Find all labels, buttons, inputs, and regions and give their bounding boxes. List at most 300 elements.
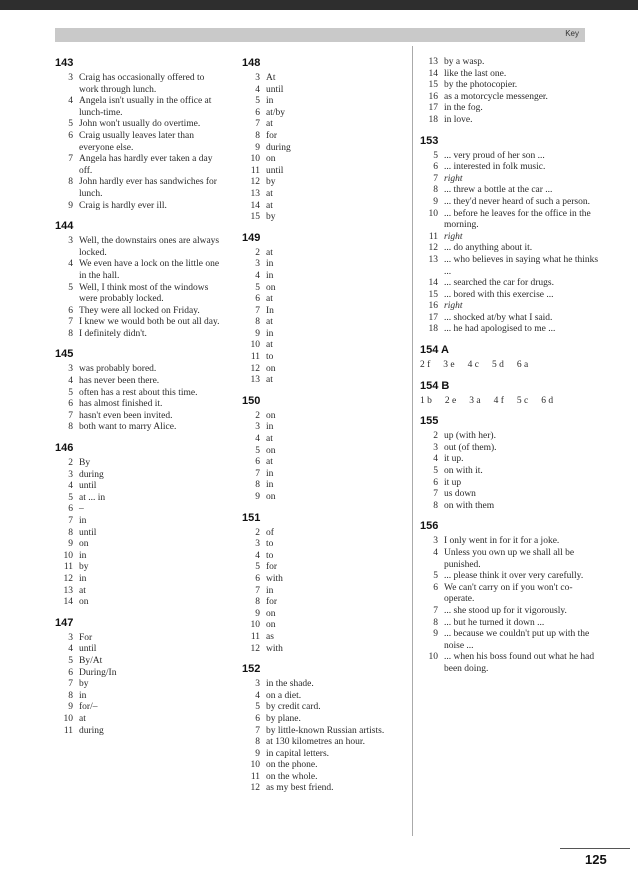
answer-number: 3 bbox=[255, 422, 260, 433]
answer-number: 17 bbox=[428, 312, 438, 323]
answer-text: at bbox=[266, 434, 273, 445]
answer-number: 8 bbox=[433, 617, 438, 628]
answer-number: 4 bbox=[68, 96, 73, 107]
answer-text: By/At bbox=[79, 655, 103, 666]
answer-item bbox=[242, 597, 392, 609]
answer-number: 2 bbox=[255, 247, 260, 258]
answer-text: During/In bbox=[79, 667, 117, 678]
answer-text: for/– bbox=[79, 702, 98, 713]
answer-text: by little-known Russian artists. bbox=[266, 725, 385, 736]
answer-item bbox=[55, 376, 225, 388]
answer-item bbox=[420, 313, 600, 325]
answer-item bbox=[420, 501, 600, 513]
answer-number: 10 bbox=[428, 208, 438, 219]
page-number-rule bbox=[560, 848, 630, 849]
answer-column-2 bbox=[242, 57, 392, 803]
answer-item bbox=[420, 618, 600, 630]
answer-item bbox=[55, 679, 225, 691]
answer-number: 10 bbox=[63, 713, 73, 724]
answer-item bbox=[55, 633, 225, 645]
exercise-section bbox=[420, 57, 600, 127]
answer-number: 12 bbox=[428, 243, 438, 254]
answer-text: ... bored with this exercise ... bbox=[444, 289, 554, 300]
answer-number: 3 bbox=[68, 364, 73, 375]
answer-number: 7 bbox=[255, 468, 260, 479]
exercise-section bbox=[420, 135, 600, 337]
answer-text: during bbox=[79, 725, 104, 736]
exercise-number-heading: 148 bbox=[242, 57, 261, 69]
answer-number: 15 bbox=[428, 80, 438, 91]
answer-text: in bbox=[79, 550, 87, 561]
answer-number: 4 bbox=[68, 644, 73, 655]
answer-item bbox=[420, 583, 600, 606]
answer-text: has never been there. bbox=[79, 376, 160, 387]
answer-item bbox=[420, 324, 600, 336]
answer-text: right bbox=[444, 173, 463, 184]
answer-item bbox=[242, 457, 392, 469]
answer-number: 6 bbox=[433, 582, 438, 593]
answer-text: We can't carry on if you won't co-operate. bbox=[444, 582, 573, 605]
answer-number: 13 bbox=[250, 375, 260, 386]
answer-item bbox=[242, 434, 392, 446]
answer-item bbox=[420, 115, 600, 127]
exercise-number-heading: 150 bbox=[242, 394, 261, 407]
answer-number: 7 bbox=[433, 173, 438, 184]
answer-text: John won't usually do overtime. bbox=[79, 119, 201, 130]
answer-text: ... they'd never heard of such a person. bbox=[444, 196, 591, 207]
answer-number: 13 bbox=[428, 57, 438, 67]
answer-text: at bbox=[266, 340, 273, 351]
answer-number: 3 bbox=[255, 539, 260, 550]
answer-text: hasn't even been invited. bbox=[79, 410, 173, 421]
answer-number: 14 bbox=[250, 200, 260, 211]
answer-item bbox=[55, 504, 225, 516]
answer-item bbox=[242, 189, 392, 201]
answer-number: 14 bbox=[428, 68, 438, 79]
answer-text: at bbox=[266, 317, 273, 328]
answer-text: Angela has hardly ever taken a day off. bbox=[79, 154, 213, 176]
answer-text: ... but he turned it down ... bbox=[444, 617, 545, 628]
answer-item bbox=[55, 177, 225, 200]
answer-text: it up bbox=[444, 477, 462, 488]
answer-text: in bbox=[266, 480, 274, 491]
answer-text: on bbox=[266, 445, 276, 456]
answer-text: in capital letters. bbox=[266, 748, 330, 759]
answer-item bbox=[55, 364, 225, 376]
answer-text: at bbox=[79, 585, 86, 596]
answer-item bbox=[55, 493, 225, 505]
answer-number: 6 bbox=[255, 107, 260, 118]
answer-number: 10 bbox=[428, 652, 438, 663]
answer-item bbox=[420, 92, 600, 104]
answer-text: in bbox=[79, 573, 87, 584]
answer-text: at bbox=[266, 457, 273, 468]
answer-text: ... threw a bottle at the car ... bbox=[444, 185, 553, 196]
column-divider bbox=[412, 46, 413, 836]
answer-number: 7 bbox=[68, 317, 73, 328]
answer-number: 13 bbox=[250, 188, 260, 199]
answer-number: 4 bbox=[255, 434, 260, 445]
exercise-number-heading: 146 bbox=[55, 442, 74, 455]
answer-number: 11 bbox=[428, 231, 438, 242]
answer-text: of bbox=[266, 527, 274, 538]
answer-number: 10 bbox=[250, 154, 260, 165]
answer-text: They were all locked on Friday. bbox=[79, 305, 200, 316]
answer-number: 5 bbox=[68, 492, 73, 503]
answer-text: by a wasp. bbox=[444, 57, 485, 67]
answer-item bbox=[55, 668, 225, 680]
exercise-section bbox=[55, 220, 225, 340]
answer-number: 5 bbox=[255, 702, 260, 713]
exercise-number-heading: 154 A bbox=[420, 344, 449, 357]
answer-item bbox=[420, 431, 600, 443]
answer-item bbox=[420, 197, 600, 209]
answer-item bbox=[55, 586, 225, 598]
answer-item bbox=[55, 283, 225, 306]
answer-text: For bbox=[79, 632, 93, 643]
answer-number: 4 bbox=[433, 454, 438, 465]
answer-item bbox=[55, 317, 225, 329]
matching-answer: 2 f bbox=[420, 360, 431, 371]
answer-number: 12 bbox=[250, 177, 260, 188]
answer-item bbox=[242, 492, 392, 504]
exercise-number-heading: 145 bbox=[55, 348, 74, 361]
answer-text: out (of them). bbox=[444, 442, 497, 453]
answer-item bbox=[55, 644, 225, 656]
answer-number: 9 bbox=[255, 328, 260, 339]
answer-number: 5 bbox=[68, 282, 73, 293]
answer-number: 6 bbox=[255, 573, 260, 584]
answer-number: 11 bbox=[250, 165, 260, 176]
answer-text: like the last one. bbox=[444, 68, 507, 79]
answer-item bbox=[242, 143, 392, 155]
answer-text: in bbox=[266, 96, 274, 107]
answer-text: on bbox=[266, 154, 276, 165]
answer-item bbox=[55, 656, 225, 668]
answer-item bbox=[55, 329, 225, 341]
answer-number: 3 bbox=[68, 632, 73, 643]
answer-text: was probably bored. bbox=[79, 364, 157, 375]
answer-number: 12 bbox=[250, 363, 260, 374]
answer-text: until bbox=[79, 644, 97, 655]
answer-item bbox=[55, 597, 225, 609]
answer-text: At bbox=[266, 73, 276, 83]
answer-item bbox=[242, 760, 392, 772]
answer-text: us down bbox=[444, 489, 476, 500]
answer-number: 3 bbox=[255, 259, 260, 270]
answer-number: 12 bbox=[63, 573, 73, 584]
answer-number: 10 bbox=[250, 760, 260, 771]
answer-item bbox=[55, 551, 225, 563]
answer-text: to bbox=[266, 550, 274, 561]
answer-number: 14 bbox=[63, 597, 73, 608]
answer-item bbox=[242, 737, 392, 749]
answer-number: 7 bbox=[68, 679, 73, 690]
answer-text: ... because we couldn't put up with the noise ... bbox=[444, 629, 590, 651]
answer-text: during bbox=[266, 142, 291, 153]
answer-item bbox=[242, 329, 392, 341]
answer-text: ... interested in folk music. bbox=[444, 162, 546, 173]
answer-text: Craig has occasionally offered to work through lunch. bbox=[79, 73, 205, 95]
answer-item bbox=[55, 539, 225, 551]
answer-text: in bbox=[266, 468, 274, 479]
answer-text: in bbox=[266, 328, 274, 339]
exercise-section bbox=[420, 344, 600, 372]
answer-item bbox=[242, 644, 392, 656]
answer-number: 7 bbox=[68, 516, 73, 526]
answer-text: at bbox=[79, 713, 86, 724]
answer-item bbox=[55, 388, 225, 400]
answer-text: In bbox=[266, 305, 274, 316]
answer-number: 8 bbox=[433, 185, 438, 196]
answer-text: on bbox=[266, 620, 276, 631]
exercise-section bbox=[55, 442, 225, 609]
answer-item bbox=[55, 714, 225, 726]
answer-number: 2 bbox=[433, 431, 438, 442]
answer-number: 6 bbox=[255, 294, 260, 305]
answer-number: 3 bbox=[68, 73, 73, 83]
answer-text: for bbox=[266, 597, 278, 608]
exercise-section bbox=[242, 232, 392, 387]
answer-item bbox=[420, 103, 600, 115]
answer-text: for bbox=[266, 562, 278, 573]
answer-number: 6 bbox=[255, 457, 260, 468]
answer-number: 3 bbox=[68, 236, 73, 247]
answer-item bbox=[420, 571, 600, 583]
exercise-section bbox=[55, 617, 225, 737]
answer-item bbox=[242, 679, 392, 691]
answer-item bbox=[242, 85, 392, 97]
answer-number: 4 bbox=[68, 376, 73, 387]
answer-item bbox=[242, 177, 392, 189]
answer-number: 4 bbox=[255, 550, 260, 561]
answer-item bbox=[55, 458, 225, 470]
answer-text: ... searched the car for drugs. bbox=[444, 278, 554, 289]
answer-item bbox=[242, 201, 392, 213]
answer-number: 9 bbox=[68, 702, 73, 713]
answer-number: 9 bbox=[433, 629, 438, 640]
exercise-number-heading: 155 bbox=[420, 415, 439, 428]
answer-number: 8 bbox=[68, 690, 73, 701]
answer-number: 2 bbox=[255, 410, 260, 421]
answer-text: by bbox=[79, 679, 89, 690]
answer-number: 5 bbox=[255, 96, 260, 107]
answer-number: 8 bbox=[255, 737, 260, 748]
answer-item bbox=[242, 586, 392, 598]
answer-number: 11 bbox=[63, 562, 73, 573]
exercise-number-heading: 152 bbox=[242, 663, 261, 676]
answer-text: ... do anything about it. bbox=[444, 243, 533, 254]
answer-item bbox=[242, 212, 392, 224]
exercise-number-heading: 151 bbox=[242, 511, 261, 524]
answer-item bbox=[420, 652, 600, 675]
answer-number: 6 bbox=[68, 667, 73, 678]
answer-number: 6 bbox=[68, 504, 73, 515]
answer-text: on bbox=[79, 539, 89, 550]
exercise-section bbox=[420, 380, 600, 408]
answer-number: 9 bbox=[433, 196, 438, 207]
answer-number: 15 bbox=[250, 212, 260, 223]
answer-item bbox=[55, 73, 225, 96]
top-scan-band bbox=[0, 0, 638, 10]
answer-column-1 bbox=[55, 57, 225, 745]
answer-text: on the phone. bbox=[266, 760, 318, 771]
answer-item bbox=[242, 340, 392, 352]
page-number: 125 bbox=[585, 852, 607, 867]
answer-item bbox=[242, 691, 392, 703]
answer-item bbox=[420, 629, 600, 652]
answer-item bbox=[420, 466, 600, 478]
answer-number: 5 bbox=[68, 387, 73, 398]
answer-text: at bbox=[266, 200, 273, 211]
answer-text: in bbox=[266, 422, 274, 433]
answer-text: in bbox=[79, 516, 87, 526]
answer-item bbox=[420, 232, 600, 244]
answer-item bbox=[55, 399, 225, 411]
answer-number: 6 bbox=[68, 399, 73, 410]
answer-text: in the shade. bbox=[266, 679, 314, 690]
answer-text: at bbox=[266, 119, 273, 130]
answer-text: I only went in for it for a joke. bbox=[444, 536, 560, 547]
answer-item bbox=[55, 562, 225, 574]
answer-item bbox=[55, 96, 225, 119]
answer-text: Well, I think most of the windows were probably locked. bbox=[79, 282, 209, 305]
exercise-number-heading: 147 bbox=[55, 616, 74, 629]
answer-number: 11 bbox=[250, 352, 260, 363]
answer-number: 4 bbox=[255, 84, 260, 95]
answer-number: 2 bbox=[255, 527, 260, 538]
answer-text: until bbox=[79, 527, 97, 538]
answer-number: 7 bbox=[255, 305, 260, 316]
answer-text: until bbox=[266, 165, 284, 176]
answer-text: ... when his boss found out what he had been doing. bbox=[444, 652, 595, 674]
answer-item bbox=[420, 174, 600, 186]
exercise-section bbox=[242, 395, 392, 504]
exercise-number-heading: 156 bbox=[420, 520, 439, 533]
answer-text: as my best friend. bbox=[266, 783, 334, 794]
matching-answer: 5 c bbox=[516, 395, 529, 406]
answer-number: 4 bbox=[255, 690, 260, 701]
answer-text: as a motorcycle messenger. bbox=[444, 91, 548, 102]
answer-item bbox=[420, 185, 600, 197]
answer-item bbox=[420, 454, 600, 466]
answer-item bbox=[242, 783, 392, 795]
answer-item bbox=[55, 411, 225, 423]
answer-text: until bbox=[266, 84, 284, 95]
answer-text: by bbox=[266, 212, 276, 223]
answer-item bbox=[242, 528, 392, 540]
exercise-number-heading: 149 bbox=[242, 231, 261, 244]
answer-number: 16 bbox=[428, 91, 438, 102]
answer-number: 5 bbox=[255, 282, 260, 293]
answer-item bbox=[55, 306, 225, 318]
answer-item bbox=[242, 411, 392, 423]
answer-item bbox=[420, 301, 600, 313]
answer-text: to bbox=[266, 352, 274, 363]
answer-item bbox=[242, 108, 392, 120]
answer-text: at bbox=[266, 247, 273, 258]
answer-number: 8 bbox=[68, 177, 73, 188]
answer-number: 6 bbox=[433, 162, 438, 173]
answer-item bbox=[242, 480, 392, 492]
answer-item bbox=[420, 69, 600, 81]
exercise-number-heading: 143 bbox=[55, 57, 74, 69]
matching-answer: 6 a bbox=[516, 360, 529, 371]
answer-item bbox=[420, 489, 600, 501]
answer-item bbox=[55, 516, 225, 528]
answer-number: 8 bbox=[68, 422, 73, 433]
answer-text: I definitely didn't. bbox=[79, 328, 147, 339]
matching-answer: 2 e bbox=[444, 395, 457, 406]
answer-number: 6 bbox=[68, 305, 73, 316]
answer-item bbox=[242, 131, 392, 143]
answer-number: 3 bbox=[255, 679, 260, 690]
answer-number: 15 bbox=[428, 289, 438, 300]
exercise-number-heading: 153 bbox=[420, 134, 439, 147]
answer-item bbox=[242, 294, 392, 306]
answer-item bbox=[242, 469, 392, 481]
answer-text: to bbox=[266, 539, 274, 550]
answer-number: 5 bbox=[433, 150, 438, 161]
answer-number: 6 bbox=[68, 130, 73, 141]
answer-number: 7 bbox=[433, 605, 438, 616]
answer-number: 10 bbox=[250, 340, 260, 351]
answer-item bbox=[55, 131, 225, 154]
answer-text: during bbox=[79, 469, 104, 480]
answer-item bbox=[55, 201, 225, 213]
answer-text: on bbox=[266, 410, 276, 421]
answer-item bbox=[420, 606, 600, 618]
answer-item bbox=[420, 80, 600, 92]
answer-item bbox=[420, 536, 600, 548]
answer-item bbox=[242, 422, 392, 434]
answer-number: 8 bbox=[255, 597, 260, 608]
answer-item bbox=[242, 539, 392, 551]
answer-text: Well, the downstairs ones are always locked. bbox=[79, 236, 220, 258]
answer-text: ... before he leaves for the office in the morning. bbox=[444, 208, 591, 231]
answer-number: 6 bbox=[433, 477, 438, 488]
answer-number: 4 bbox=[68, 259, 73, 270]
answer-item bbox=[55, 422, 225, 434]
answer-number: 5 bbox=[255, 562, 260, 573]
answer-text: at/by bbox=[266, 107, 285, 118]
answer-number: 4 bbox=[68, 481, 73, 492]
answer-number: 2 bbox=[68, 458, 73, 469]
answer-text: as bbox=[266, 631, 274, 642]
answer-text: on with it. bbox=[444, 466, 483, 477]
answer-number: 17 bbox=[428, 103, 438, 114]
answer-item bbox=[420, 57, 600, 69]
answer-item bbox=[242, 702, 392, 714]
exercise-number-heading: 154 B bbox=[420, 379, 450, 392]
answer-text: on bbox=[79, 597, 89, 608]
answer-text: Unless you own up we shall all be punished. bbox=[444, 548, 575, 570]
key-header-bar bbox=[55, 28, 585, 42]
answer-item bbox=[242, 259, 392, 271]
answer-number: 8 bbox=[255, 480, 260, 491]
answer-item bbox=[242, 352, 392, 364]
answer-number: 4 bbox=[255, 270, 260, 281]
answer-text: Craig usually leaves later than everyone else. bbox=[79, 130, 195, 153]
matching-answer: 5 d bbox=[491, 360, 504, 371]
answer-item bbox=[242, 283, 392, 295]
answer-item bbox=[242, 166, 392, 178]
matching-answer: 3 e bbox=[443, 360, 455, 371]
answer-item bbox=[242, 446, 392, 458]
exercise-section bbox=[55, 348, 225, 434]
answer-text: by the photocopier. bbox=[444, 80, 518, 91]
matching-answer: 3 a bbox=[469, 395, 481, 406]
